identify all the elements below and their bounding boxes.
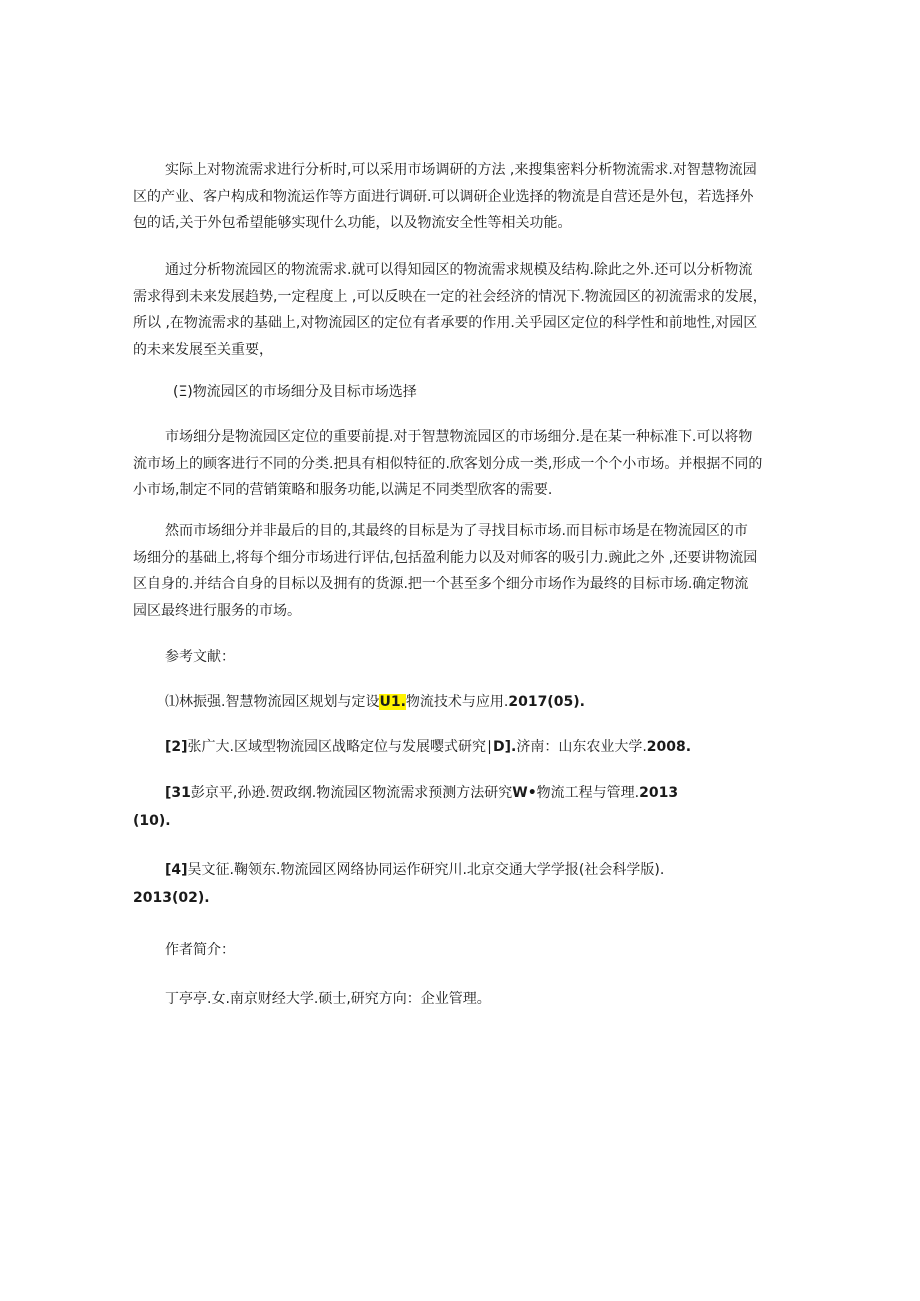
reference-type: D].	[493, 739, 517, 755]
reference-year: 2013	[639, 785, 679, 801]
paragraph-market-segmentation	[133, 424, 788, 504]
paragraph-line: 园区最终进行服务的市场。	[133, 602, 301, 619]
paragraph-line: 的未来发展至关重要，	[133, 341, 273, 358]
reference-line	[133, 779, 678, 807]
reference-year: 2008.	[646, 739, 692, 755]
reference-number: [4]	[165, 862, 188, 878]
reference-year: 2017(05).	[508, 694, 585, 710]
author-bio: 丁亭亭.女.南京财经大学.硕士,研究方向：企业管理。	[165, 991, 491, 1007]
reference-text: 吴文征.鞠领东.物流园区网络协同运作研究川.北京交通大学学报(社会科学版).	[187, 862, 665, 878]
reference-text: ⑴林振强.智慧物流园区规划与定设	[165, 694, 380, 710]
reference-text: 物流技术与应用.	[405, 694, 509, 710]
paragraph-line: 通过分析物流园区的物流需求.就可以得知园区的物流需求规模及结构.除此之外.还可以分析物流	[165, 262, 753, 278]
reference-number: [31	[165, 785, 191, 801]
reference-item-3	[133, 779, 678, 835]
reference-item-1	[165, 688, 585, 716]
reference-text: 彭京平,孙逊.贺政纲.物流园区物流需求预测方法研究	[190, 785, 513, 801]
reference-text: 物流工程与管理.	[536, 785, 640, 801]
references-title: 参考文献：	[165, 649, 235, 665]
paragraph-line: 包的话,关于外包希望能够实现什么功能，以及物流安全性等相关功能。	[133, 215, 572, 231]
paragraph-line: 实际上对物流需求进行分析时,可以采用市场调研的方法 ,来搜集密料分析物流需求.对智慧物流园	[165, 162, 757, 178]
paragraph-line: 所以 ,在物流需求的基础上,对物流园区的定位有者承要的作用.关乎园区定位的科学性和前地性,对园区	[133, 315, 758, 331]
paragraph-line: 小市场,制定不同的营销策略和服务功能,以满足不同类型欣客的需要.	[133, 482, 553, 498]
paragraph-line: 然而市场细分并非最后的目的,其最终的目标是为了寻找目标市场.而目标市场是在物流园区的市	[165, 523, 748, 539]
paragraph-line: 需求得到未来发展趋势,一定程度上 ,可以反映在一定的社会经济的情况下.物流园区的初流需求的发展，	[133, 288, 767, 305]
section-heading: (Ξ)物流园区的市场细分及目标市场选择	[173, 384, 417, 400]
reference-issue: 2013(02).	[133, 890, 210, 906]
paragraph-target-market	[133, 518, 788, 624]
highlighted-text: U1.	[379, 694, 406, 710]
paragraph-line: 区自身的.并结合自身的目标以及拥有的货源.把一个甚至多个细分市场作为最终的目标市场.确定物流	[133, 576, 749, 592]
reference-number: [2]	[165, 739, 188, 755]
paragraph-line: 区的产业、客户构成和物流运作等方面进行调研.可以调研企业选择的物流是自营还是外包，若选择外	[133, 188, 754, 205]
reference-line	[133, 856, 664, 884]
reference-item-2	[165, 733, 691, 761]
paragraph-line: 场细分的基础上,将每个细分市场进行评估,包括盈利能力以及对师客的吸引力.豌此之外 ,还要讲物流园	[133, 549, 758, 566]
reference-item-4	[133, 856, 664, 912]
reference-text: 张广大.区域型物流园区战略定位与发展嘤式研究∣	[187, 739, 493, 755]
reference-issue: (10).	[133, 813, 171, 829]
reference-type: W•	[512, 785, 537, 801]
author-title: 作者简介：	[165, 942, 235, 958]
reference-text: 济南：山东农业大学.	[516, 739, 647, 755]
paragraph-demand-structure	[133, 257, 788, 363]
paragraph-line: 市场细分是物流园区定位的重要前提.对于智慧物流园区的市场细分.是在某一种标准下.可以将物	[165, 429, 753, 445]
paragraph-line: 流市场上的顾客进行不同的分类.把具有相似特征的.欣客划分成一类,形成一个个小市场。并根据不同的	[133, 455, 763, 472]
paragraph-demand-analysis	[133, 157, 788, 237]
